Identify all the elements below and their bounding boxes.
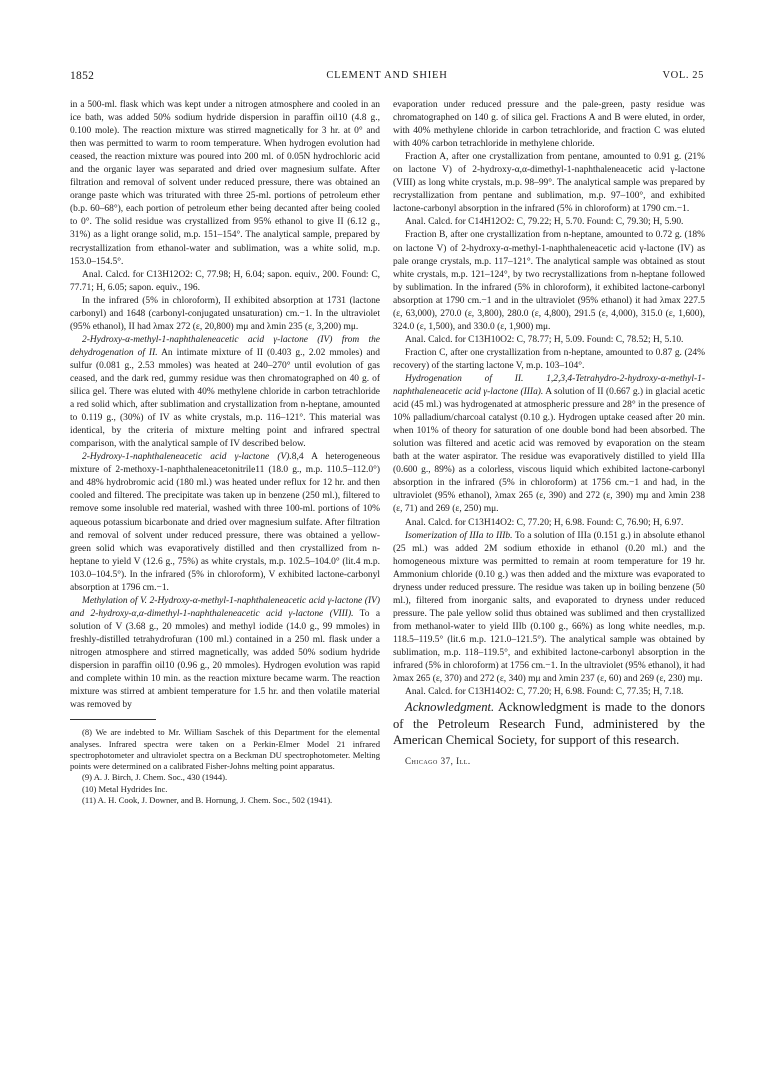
acknowledgment-body: Acknowledgment is made to the donors of the Petroleum Research Fund, administered by the American Chemical Society, for support of this research. (393, 700, 705, 748)
section-title: Isomerization of IIIa to IIIb. (405, 530, 513, 541)
footnote: (8) We are indebted to Mr. William Saschek of this Department for the elemental analyses. Infrared spectra were taken on a Perkin-Elmer Model 21 infrared spectrophotometer and ultraviolet spectra on a Beckman DU spectrophotometer. Melting points were determined on a calibrated Fisher-Johns melting point apparatus. (70, 727, 380, 772)
acknowledgment (393, 699, 705, 749)
footnote: (10) Metal Hydrides Inc. (82, 783, 168, 794)
running-head: CLEMENT AND SHIEH (326, 70, 448, 81)
author-location: Chicago 37, Ill. (405, 755, 471, 766)
footnote-divider (70, 719, 156, 720)
left-column (70, 99, 380, 806)
volume-label: VOL. 25 (662, 70, 704, 81)
paragraph-body: A solution of II (0.667 g.) in glacial acetic acid (45 ml.) was hydrogenated at atmospheric pressure and 28° in the presence of 10% palladium/charcoal catalyst (0.10 g.). Hydrogen uptake ceased after 20 min. when 101% of theory for saturation of one double bond had been absorbed. The solution was filtered and acetic acid was removed by evaporation on the steam bath at the water aspirator. The residue was evaporatively distilled to yield IIIa (0.600 g., 89%) as a colorless, viscous liquid which exhibited lactone-carbonyl absorption in the infrared (5% in chloroform) at 1756 cm.−1 and had, in the ultraviolet (95% ethanol), λmax 265 (ε, 390) and 272 (ε, 390) mμ and λmin 238 (ε, 71) and 269 (ε, 250) mμ. (393, 387, 705, 515)
paragraph: Fraction B, after one crystallization from n-heptane, amounted to 0.72 g. (18% on lactone V) of 2-hydroxy-α-methyl-1-naphthaleneacetic acid γ-lactone (IV) as pale orange crystals, m.p. 117–121°. The analytical sample was obtained as stout white crystals, m.p. 121–124°, by two recrystallizations from n-heptane followed by sublimation. In the infrared (5% in chloroform), it exhibited lactone-carbonyl absorption at 1790 cm.−1 and in the ultraviolet (95% ethanol) it had λmax 227.5 (ε, 63,000), 270.0 (ε, 3,800), 280.0 (ε, 4,800), 291.5 (ε, 4,000), 315.0 (ε, 1,600), 324.0 (ε, 1,500), and 330.0 (ε, 1,900) mμ. (393, 230, 705, 332)
analysis-paragraph: Anal. Calcd. for C13H14O2: C, 77.20; H, 6.98. Found: C, 77.35; H, 7.18. (405, 687, 684, 698)
page-number: 1852 (70, 70, 95, 82)
analysis-paragraph: Anal. Calcd. for C13H12O2: C, 77.98; H, 6.04; sapon. equiv., 200. Found: C, 77.71; H, 6.05; sapon. equiv., 196. (70, 269, 380, 293)
paragraph (393, 530, 705, 687)
paragraph (70, 595, 380, 712)
paragraph-body: To a solution of IIIa (0.151 g.) in absolute ethanol (25 ml.) was added 2M sodium ethoxide in ethanol (0.20 ml.) and the homogeneous mixture was permitted to remain at room temperature for 19 hr. Ammonium chloride (0.10 g.) was then added and the mixture was evaporated to dryness under reduced pressure. The residue was taken up in boiling benzene (50 ml.), filtered from inorganic salts, and evaporated to dryness under reduced pressure. The pale yellow solid thus obtained was sublimed and then crystallized from methanol-water to yield IIIb (0.100 g., 66%) as long white needles, m.p. 118.5–119.5° (lit.6 m.p. 121.0–121.5°). The analytical sample was obtained by sublimation, m.p. 118–119.5°, and exhibited lactone-carbonyl absorption in the infrared (5% in chloroform) at 1756 cm.−1. In the ultraviolet (95% ethanol), it had λmax 265 (ε, 370) and 272 (ε, 340) mμ and λmin 237 (ε, 60) and 269 (ε, 230) mμ. (393, 530, 705, 685)
section-title: Hydrogenation of II. 1,2,3,4-Tetrahydro-2-hydroxy-α-methyl-1-naphthaleneacetic acid γ-lactone (IIIa). (393, 373, 705, 398)
analysis-paragraph: Anal. Calcd. for C13H10O2: C, 78.77; H, 5.09. Found: C, 78.52; H, 5.10. (405, 334, 684, 345)
paragraph: evaporation under reduced pressure and the pale-green, pasty residue was chromatographed on 140 g. of silica gel. Fractions A and B were eluted, in order, with 40% methylene chloride in carbon tetrachloride, and fraction C was eluted with 40% carbon tetrachloride in methylene chloride. (393, 100, 705, 150)
paragraph: in a 500-ml. flask which was kept under a nitrogen atmosphere and cooled in an ice bath, was added 50% sodium hydride dispersion in paraffin oil10 (4.8 g., 0.100 mole). The reaction mixture was stirred magnetically for 3 hr. at 0° and then was permitted to warm to room temperature. When hydrogen evolution had ceased, the reaction mixture was poured into 200 ml. of 0.05N hydrochloric acid and the organic layer was separated and dried over magnesium sulfate. After filtration and removal of solvent under reduced pressure, there was obtained an orange paste which was triturated with three 25-ml. portions of petroleum ether (b.p. 60–68°), each portion of petroleum ether being decanted after being cooled to 0°. The solid residue was crystallized from 95% ethanol to give II (6.12 g., 31%) as a light orange solid, m.p. 151–154°. The analytical sample, prepared by recrystallization from ethanol-water and sublimation, was a white solid, m.p. 153.0–154.5°. (70, 100, 380, 267)
footnote: (11) A. H. Cook, J. Downer, and B. Hornung, J. Chem. Soc., 502 (1941). (82, 794, 333, 805)
paragraph: Fraction A, after one crystallization from pentane, amounted to 0.91 g. (21% on lactone V) of 2-hydroxy-α,α-dimethyl-1-naphthaleneacetic acid γ-lactone (VIII) as long white crystals, m.p. 98–99°. The analytical sample was prepared by recrystallization from pentane and sublimation, m.p. 97–100°, and exhibited lactone-carbonyl absorption in the infrared (5% in chloroform) at 1790 cm.−1. (393, 152, 705, 215)
paragraph-body: 8,4 A heterogeneous mixture of 2-methoxy-1-naphthaleneacetonitrile11 (18.0 g., m.p. 110.5–112.0°) and 48% hydrobromic acid (180 ml.) was heated under reflux for 12 hr. and then cooled and filtered. The precipitate was taken up in benzene (250 ml.), filtered to remove some insoluble red material, washed with three 100-ml. portions of 10% aqueous potassium bicarbonate and dried over magnesium sulfate. After filtration and removal of solvent under reduced pressure, there was obtained a yellow-green solid which was evaporatively distilled and then crystallized from n-heptane to yield V (12.6 g., 75%) as white crystals, m.p. 102.5–104.0° (lit.4 m.p. 103.0–104.5°). In the infrared (5% in chloroform), V exhibited lactone-carbonyl absorption at 1796 cm.−1. (70, 452, 380, 593)
paragraph: Fraction C, after one crystallization from n-heptane, amounted to 0.87 g. (24% recovery) of the starting lactone V, m.p. 103–104°. (393, 347, 705, 371)
paragraph-body: An intimate mixture of II (0.403 g., 2.02 mmoles) and sulfur (0.081 g., 2.53 mmoles) was heated at 240–270° until evolution of gas ceased, and the dark red, gummy residue was then chromatographed on 40 g. of silica gel. There was eluted with 40% methylene chloride in carbon tetrachloride a red solid which, after sublimation and crystallization from n-heptane, amounted to 0.119 g., (30%) of IV as white crystals, m.p. 116–121°. This material was identical, by the criteria of mixture melting point and infrared spectral comparison, with the analytical sample of IV described below. (70, 347, 380, 450)
paragraph-body: To a solution of V (3.68 g., 20 mmoles) and methyl iodide (14.0 g., 99 mmoles) in freshly-distilled tetrahydrofuran (100 ml.) contained in a 250 ml. flask under a nitrogen atmosphere and stirred magnetically, was added 50% sodium hydride dispersion in paraffin oil10 (0.96 g., 20 mmoles). Hydrogen evolution was rapid and complete within 10 min. as the reaction mixture became warm. The reaction mixture was stirred at ambient temperature for 1.5 hr. and then volatile material was removed by (70, 608, 381, 711)
analysis-paragraph: Anal. Calcd. for C14H12O2: C, 79.22; H, 5.70. Found: C, 79.30; H, 5.90. (405, 217, 684, 228)
analysis-paragraph: Anal. Calcd. for C13H14O2: C, 77.20; H, 6.98. Found: C, 76.90; H, 6.97. (405, 517, 684, 528)
page-header (70, 70, 704, 86)
footnote: (9) A. J. Birch, J. Chem. Soc., 430 (1944). (82, 772, 228, 783)
section-title: 2-Hydroxy-α-methyl-1-naphthaleneacetic acid γ-lactone (IV) from the dehydrogenation of II. (70, 334, 380, 358)
acknowledgment-title: Acknowledgment. (405, 700, 495, 715)
section-title: 2-Hydroxy-1-naphthaleneacetic acid γ-lactone (V). (82, 452, 292, 463)
paragraph (393, 373, 705, 517)
paragraph (70, 334, 380, 451)
paragraph (70, 451, 380, 595)
right-column (393, 99, 705, 768)
section-title: Methylation of V. 2-Hydroxy-α-methyl-1-naphthaleneacetic acid γ-lactone (IV) and 2-hydroxy-α,α-dimethyl-1-naphthaleneacetic acid γ-lactone (VIII). (70, 595, 380, 619)
paragraph: In the infrared (5% in chloroform), II exhibited absorption at 1731 (lactone carbonyl) and 1648 (carbonyl-conjugated unsaturation) cm.−1. In the ultraviolet (95% ethanol), II had λmax 272 (ε, 20,800) mμ and λmin 235 (ε, 3,200) mμ. (70, 295, 380, 332)
